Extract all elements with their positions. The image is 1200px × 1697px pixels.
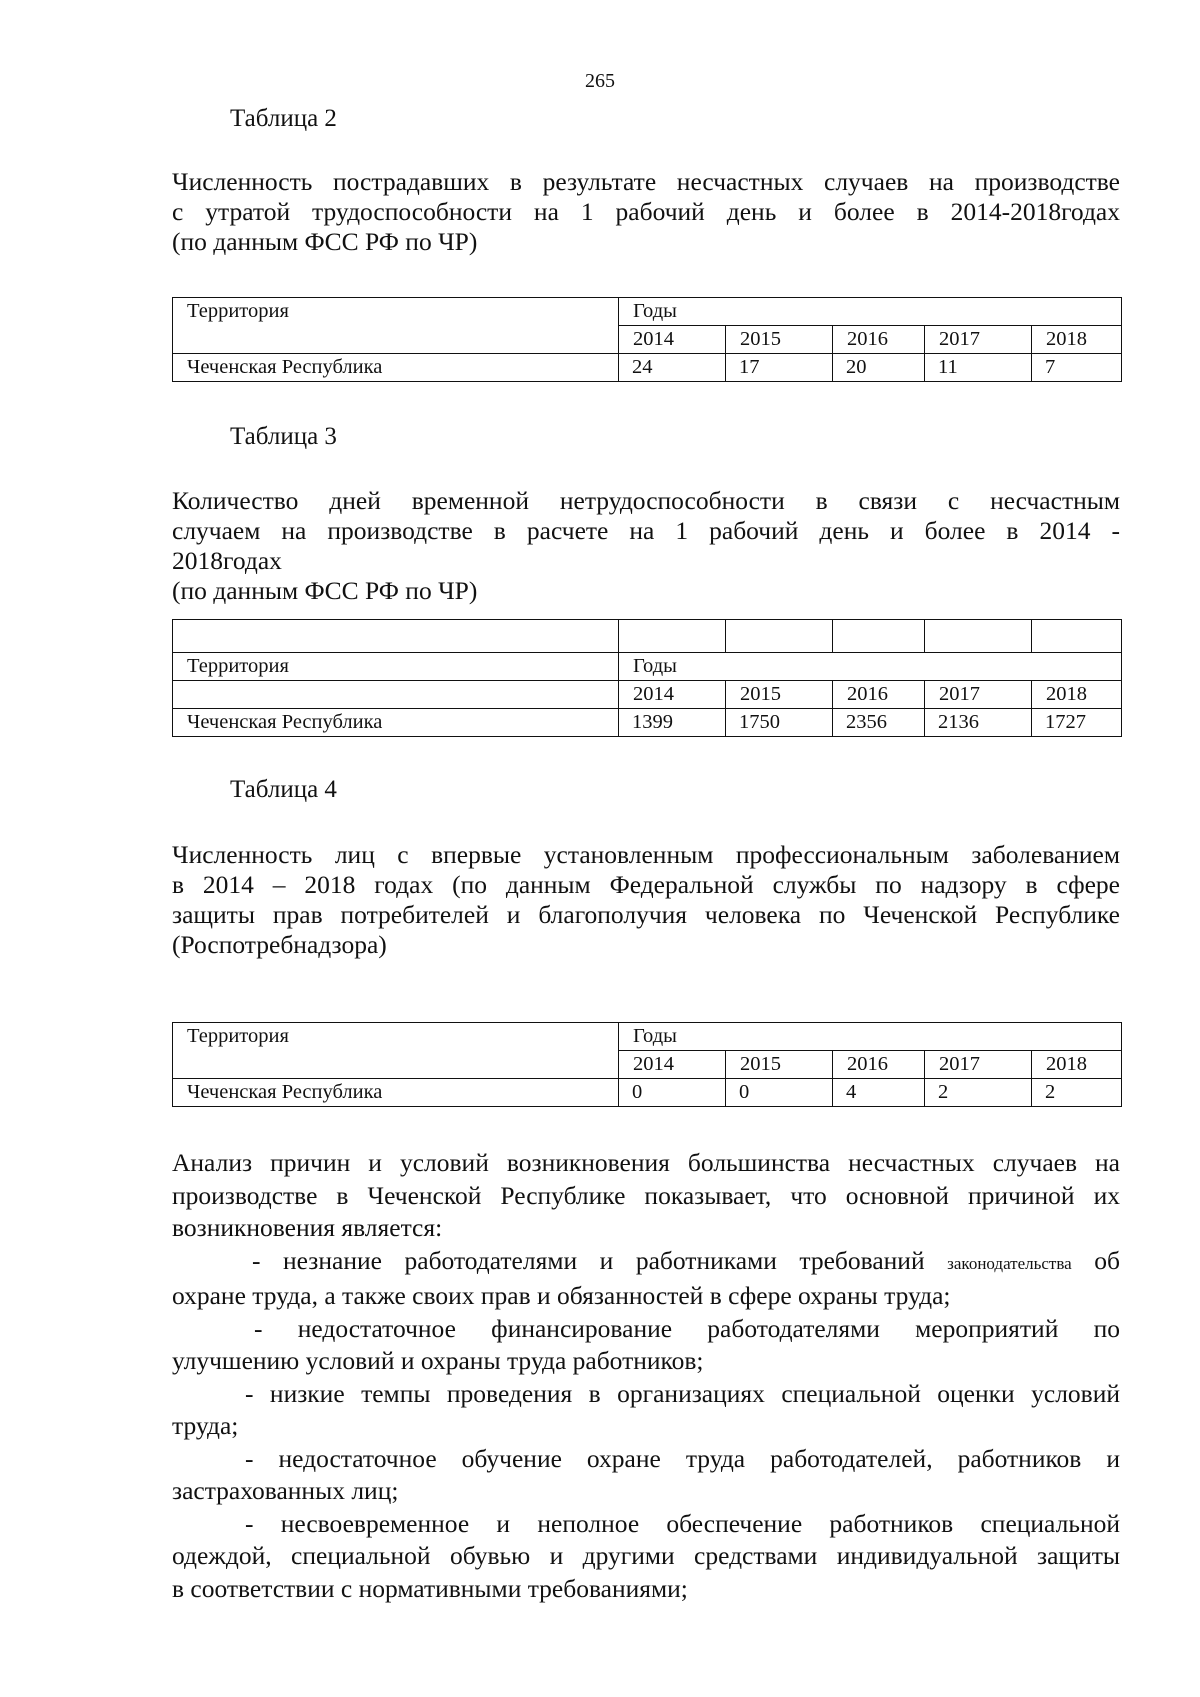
table-4 <box>172 1022 1122 1107</box>
value-cell: 20 <box>833 354 925 382</box>
year-cell: 2014 <box>619 681 726 709</box>
value-cell: 2356 <box>833 709 925 737</box>
table-4-title <box>172 840 1120 960</box>
list-item-line <box>172 1245 1120 1281</box>
title-line: с утратой трудоспособности на 1 рабочий день и более в 2014-2018годах <box>172 197 1120 226</box>
page-number: 265 <box>585 70 615 92</box>
year-cell: 2014 <box>619 326 726 354</box>
year-cell: 2017 <box>925 681 1032 709</box>
value-cell: 1727 <box>1032 709 1122 737</box>
list-item-line: - несвоевременное и неполное обеспечение работников специальной <box>245 1508 1120 1538</box>
year-cell: 2018 <box>1032 681 1122 709</box>
row-label: Чеченская Республика <box>173 354 619 382</box>
year-cell: 2014 <box>619 1051 726 1079</box>
empty-cell <box>173 620 619 653</box>
value-cell: 24 <box>619 354 726 382</box>
year-cell: 2016 <box>833 1051 925 1079</box>
table-2-caption: Таблица 2 <box>230 105 337 132</box>
title-line: Численность лиц с впервые установленным профессиональным заболеванием <box>172 840 1120 869</box>
title-line: случаем на производстве в расчете на 1 рабочий день и более в 2014 - <box>172 516 1120 545</box>
table-3-caption: Таблица 3 <box>230 423 337 450</box>
table-3-title <box>172 486 1120 606</box>
title-line: Количество дней временной нетрудоспособности в связи с несчастным <box>172 486 1120 515</box>
value-cell: 0 <box>726 1079 833 1107</box>
year-cell: 2015 <box>726 326 833 354</box>
empty-cell <box>833 620 925 653</box>
value-cell: 2 <box>1032 1079 1122 1107</box>
header-territory: Территория <box>173 653 619 681</box>
value-cell: 1399 <box>619 709 726 737</box>
table-row <box>173 1079 1122 1107</box>
value-cell: 17 <box>726 354 833 382</box>
row-label: Чеченская Республика <box>173 1079 619 1107</box>
header-territory: Территория <box>173 298 619 354</box>
value-cell: 2136 <box>925 709 1032 737</box>
empty-cell <box>173 681 619 709</box>
list-item-text: - незнание работодателями и работниками требований <box>252 1245 948 1275</box>
header-years: Годы <box>619 1023 1122 1051</box>
value-cell: 4 <box>833 1079 925 1107</box>
value-cell: 1750 <box>726 709 833 737</box>
year-cell: 2016 <box>833 681 925 709</box>
year-cell: 2017 <box>925 326 1032 354</box>
value-cell: 2 <box>925 1079 1032 1107</box>
table-row-empty <box>173 620 1122 653</box>
list-item-text: об <box>1071 1245 1120 1275</box>
table-2 <box>172 297 1122 382</box>
year-cell: 2018 <box>1032 326 1122 354</box>
value-cell: 11 <box>925 354 1032 382</box>
table-row <box>173 653 1122 681</box>
value-cell: 0 <box>619 1079 726 1107</box>
list-item-line: - недостаточное финансирование работодателями мероприятий по <box>254 1313 1120 1343</box>
header-years: Годы <box>619 653 1122 681</box>
year-cell: 2016 <box>833 326 925 354</box>
paragraph-line: Анализ причин и условий возникновения большинства несчастных случаев на <box>172 1148 1120 1177</box>
row-label: Чеченская Республика <box>173 709 619 737</box>
paragraph-line: производстве в Чеченской Республике показывает, что основной причиной их <box>172 1180 1120 1210</box>
list-item-line: застрахованных лиц; <box>172 1476 399 1505</box>
table-4-caption: Таблица 4 <box>230 776 337 803</box>
title-line: 2018годах <box>172 546 282 575</box>
table-row <box>173 354 1122 382</box>
paragraph-line: возникновения является: <box>172 1213 443 1242</box>
empty-cell <box>726 620 833 653</box>
list-item-line: - недостаточное обучение охране труда работодателей, работников и <box>245 1443 1120 1473</box>
header-years: Годы <box>619 298 1122 326</box>
list-item-small-text: законодательства <box>947 1253 1072 1273</box>
list-item-line: одеждой, специальной обувью и другими средствами индивидуальной защиты <box>172 1541 1120 1570</box>
table-row <box>173 1023 1122 1051</box>
list-item-line: труда; <box>172 1411 239 1440</box>
title-line: Численность пострадавших в результате несчастных случаев на производстве <box>172 167 1120 196</box>
header-territory: Территория <box>173 1023 619 1079</box>
list-item-line: в соответствии с нормативными требованиями; <box>172 1573 688 1603</box>
list-item-line: улучшению условий и охраны труда работников; <box>172 1346 704 1375</box>
empty-cell <box>925 620 1032 653</box>
empty-cell <box>619 620 726 653</box>
list-item-line: охране труда, а также своих прав и обязанностей в сфере охраны труда; <box>172 1281 951 1310</box>
title-line: (по данным ФСС РФ по ЧР) <box>172 576 478 605</box>
year-cell: 2018 <box>1032 1051 1122 1079</box>
table-2-title <box>172 167 1120 257</box>
title-line: в 2014 – 2018 годах (по данным Федеральной службы по надзору в сфере <box>172 870 1120 899</box>
table-3 <box>172 619 1122 737</box>
analysis-text <box>172 1147 1120 1605</box>
title-line: (по данным ФСС РФ по ЧР) <box>172 227 478 256</box>
value-cell: 7 <box>1032 354 1122 382</box>
table-row <box>173 681 1122 709</box>
title-line: защиты прав потребителей и благополучия человека по Чеченской Республике <box>172 900 1120 929</box>
table-row <box>173 709 1122 737</box>
empty-cell <box>1032 620 1122 653</box>
year-cell: 2015 <box>726 681 833 709</box>
table-row <box>173 298 1122 326</box>
list-item-line: - низкие темпы проведения в организациях специальной оценки условий <box>245 1378 1120 1408</box>
title-line: (Роспотребнадзора) <box>172 930 387 959</box>
year-cell: 2017 <box>925 1051 1032 1079</box>
year-cell: 2015 <box>726 1051 833 1079</box>
